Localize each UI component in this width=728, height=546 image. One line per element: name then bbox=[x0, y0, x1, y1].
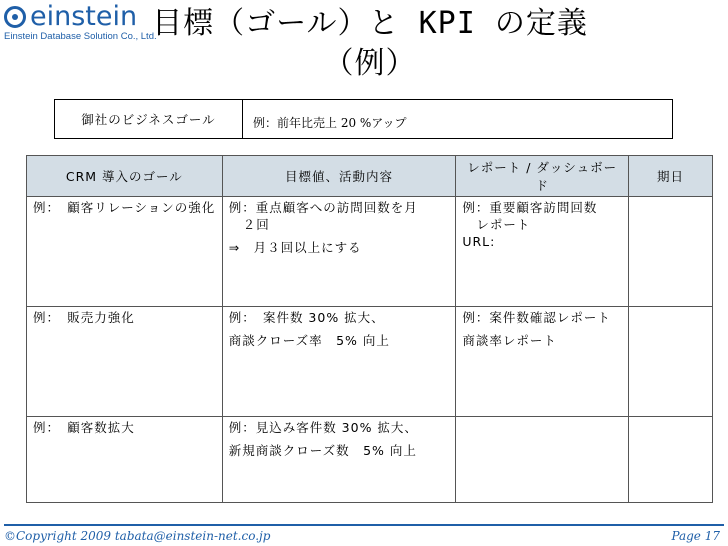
header-deadline: 期日 bbox=[629, 156, 713, 197]
deadline-cell[interactable] bbox=[629, 197, 713, 307]
target-line: ⇒ 月３回以上にする bbox=[228, 240, 362, 255]
header-crm-goal: CRM 導入のゴール bbox=[27, 156, 223, 197]
goal-text: 例： 販売力強化 bbox=[33, 310, 135, 325]
slide-title-line1: 目標（ゴール）と KPI の定義 bbox=[152, 6, 588, 41]
report-cell bbox=[456, 307, 629, 417]
footer-page-number: Page 17 bbox=[671, 529, 720, 543]
target-cell bbox=[222, 417, 456, 503]
deadline-cell[interactable] bbox=[629, 307, 713, 417]
header-report-dashboard: レポート / ダッシュボード bbox=[456, 156, 629, 197]
target-line: 例：見込み客件数 30% 拡大、 bbox=[228, 420, 418, 435]
header-target-activity: 目標値、活動内容 bbox=[222, 156, 456, 197]
report-cell bbox=[456, 417, 629, 503]
report-line: 例：重要顧客訪問回数 bbox=[462, 200, 598, 215]
company-goal-box bbox=[54, 99, 673, 139]
report-line: 例：案件数確認レポート bbox=[462, 310, 611, 325]
table-row bbox=[27, 197, 713, 307]
report-url-line: URL: bbox=[462, 234, 496, 249]
report-line: 商談率レポート bbox=[462, 333, 557, 348]
footer-copyright: ©Copyright 2009 tabata@einstein-net.co.jp bbox=[4, 529, 271, 543]
target-cell bbox=[222, 307, 456, 417]
company-goal-value: 例：前年比売上 20 %アップ bbox=[253, 116, 407, 130]
target-line: 例： 案件数 30% 拡大、 bbox=[228, 310, 385, 325]
deadline-cell[interactable] bbox=[629, 417, 713, 503]
table-row bbox=[27, 307, 713, 417]
kpi-table bbox=[26, 155, 713, 503]
report-cell bbox=[456, 197, 629, 307]
table-header-row bbox=[27, 156, 713, 197]
footer-divider bbox=[4, 524, 724, 526]
target-line: 商談クローズ率 5% 向上 bbox=[228, 333, 390, 348]
logo-tagline: Einstein Database Solution Co., Ltd. bbox=[4, 31, 157, 42]
goal-text: 例： 顧客数拡大 bbox=[33, 420, 135, 435]
goal-text: 例： 顧客リレーションの強化 bbox=[33, 200, 216, 215]
goal-cell bbox=[27, 197, 223, 307]
slide-title-line2: （例） bbox=[323, 46, 417, 81]
goal-cell bbox=[27, 307, 223, 417]
logo-word: einstein bbox=[30, 1, 138, 32]
target-line: ２回 bbox=[242, 217, 270, 232]
goal-cell bbox=[27, 417, 223, 503]
company-goal-label: 御社のビジネスゴール bbox=[55, 100, 243, 138]
report-line: レポート bbox=[476, 217, 531, 232]
table-row bbox=[27, 417, 713, 503]
target-cell bbox=[222, 197, 456, 307]
slide-title bbox=[60, 4, 680, 84]
target-line: 例：重点顧客への訪問回数を月 bbox=[228, 200, 418, 215]
target-line: 新規商談クローズ数 5% 向上 bbox=[228, 443, 417, 458]
logo-mark-icon bbox=[4, 6, 26, 28]
